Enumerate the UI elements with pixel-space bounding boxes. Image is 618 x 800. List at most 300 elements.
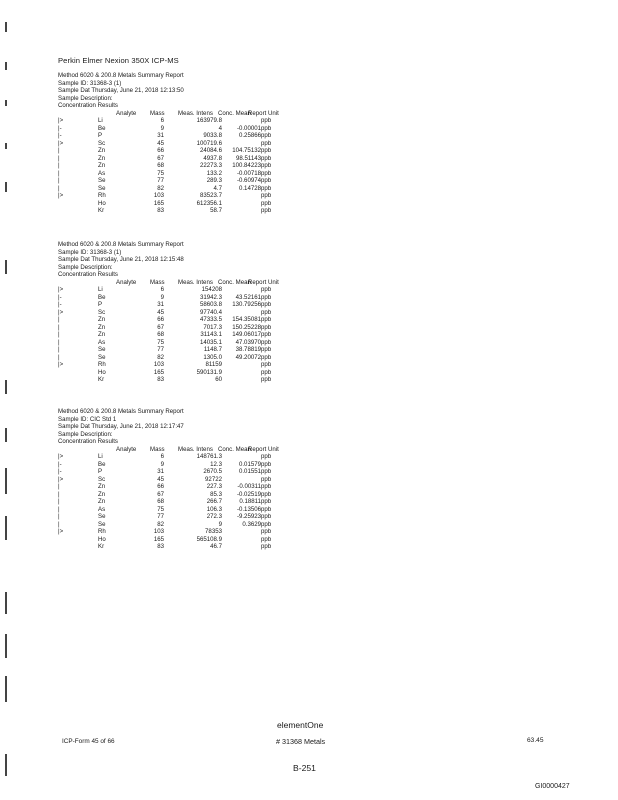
row-conc-mean: -0.60974 (236, 177, 261, 184)
row-conc-mean: 149.06017 (232, 331, 261, 338)
table-row (58, 124, 272, 133)
table-row (58, 505, 272, 514)
row-flag: |- (58, 301, 62, 308)
row-mass: 9 (160, 293, 164, 301)
header-meas-intens: Meas. Intens (178, 445, 213, 453)
row-mass: 103 (153, 528, 164, 535)
row-conc-mean: 0.18811 (239, 498, 261, 505)
row-mass: 103 (153, 192, 164, 199)
row-analyte: Be (98, 293, 106, 301)
row-meas-intens: 272.3 (206, 513, 222, 520)
row-flag: | (58, 513, 60, 520)
header-meas-intens: Meas. Intens (178, 109, 213, 117)
row-flag: |- (58, 132, 62, 139)
row-meas-intens: 612356.1 (196, 199, 222, 207)
sample-description: Sample Description: (58, 263, 113, 271)
table-row (58, 513, 272, 521)
row-meas-intens: 9 (218, 520, 222, 528)
table-row (58, 154, 272, 163)
scan-edge-mark (5, 143, 7, 149)
row-flag: |> (58, 475, 64, 483)
row-meas-intens: 227.3 (206, 483, 222, 490)
row-conc-mean: 154.35081 (232, 316, 261, 323)
row-mass: 165 (153, 199, 164, 207)
table-row (58, 346, 272, 354)
row-flag: |- (58, 460, 62, 468)
footer-brand: elementOne (277, 720, 324, 730)
row-flag: | (58, 483, 60, 490)
scan-edge-mark (5, 754, 7, 776)
table-row (58, 498, 272, 506)
page-number: B-251 (293, 763, 316, 773)
table-row (58, 468, 272, 476)
scan-edge-mark (5, 100, 7, 106)
table-row (58, 460, 272, 469)
column-headers (58, 445, 279, 454)
row-analyte: Se (98, 184, 106, 192)
row-analyte: Be (98, 124, 106, 132)
row-conc-mean: 0.01551 (238, 468, 261, 475)
row-unit: ppb (261, 338, 272, 346)
row-meas-intens: 7017.3 (203, 323, 222, 331)
row-flag: | (58, 505, 60, 513)
row-mass: 165 (153, 535, 164, 543)
row-unit: ppb (261, 483, 272, 490)
row-flag: |- (58, 124, 62, 132)
scan-edge-mark (5, 182, 7, 192)
row-flag: |> (58, 117, 64, 124)
table-row (58, 199, 272, 208)
header-analyte: Analyte (116, 445, 137, 453)
row-mass: 75 (157, 505, 164, 513)
row-meas-intens: 31942.3 (199, 293, 222, 301)
row-meas-intens: 289.3 (206, 177, 222, 184)
row-conc-mean: -0.00311 (237, 483, 261, 490)
summary-report (58, 241, 279, 384)
row-unit: ppb (261, 192, 272, 199)
table-row (58, 368, 272, 377)
row-flag: | (58, 346, 60, 353)
table-row (58, 490, 272, 499)
row-flag: | (58, 353, 60, 361)
sample-date: Sample Dat Thursday, June 21, 2018 12:13:50 (58, 87, 184, 94)
header-analyte: Analyte (116, 278, 137, 286)
row-mass: 66 (157, 483, 164, 490)
table-row (58, 528, 272, 536)
row-mass: 67 (157, 490, 164, 498)
row-meas-intens: 14035.1 (199, 338, 222, 346)
sample-id: Sample ID: CIC Std 1 (58, 415, 117, 423)
row-mass: 67 (157, 323, 164, 331)
row-unit: ppb (261, 323, 272, 331)
row-meas-intens: 31143.1 (200, 331, 222, 338)
row-meas-intens: 565108.9 (196, 535, 222, 543)
table-row (58, 293, 272, 302)
table-row (58, 376, 272, 384)
summary-report (58, 72, 279, 215)
row-meas-intens: 163979.8 (196, 117, 222, 124)
row-analyte: Zn (98, 483, 106, 490)
row-unit: ppb (261, 520, 272, 528)
row-flag: | (58, 169, 60, 177)
row-flag: |> (58, 453, 64, 460)
scan-edge-mark (5, 62, 7, 70)
row-flag: | (58, 520, 60, 528)
row-conc-mean: 43.52161 (235, 293, 261, 301)
row-unit: ppb (261, 301, 272, 308)
row-unit: ppb (261, 177, 272, 184)
scan-edge-mark (5, 380, 7, 394)
row-unit: ppb (261, 199, 272, 207)
table-row (58, 331, 272, 339)
row-mass: 77 (157, 513, 164, 520)
row-analyte: As (98, 169, 106, 177)
row-flag: | (58, 323, 60, 331)
row-unit: ppb (261, 528, 272, 535)
row-flag: |> (58, 139, 64, 147)
row-unit: ppb (261, 286, 272, 293)
table-row (58, 483, 272, 491)
row-unit: ppb (261, 117, 272, 124)
row-mass: 67 (157, 154, 164, 162)
row-analyte: Ho (98, 199, 106, 207)
row-analyte: Zn (98, 316, 106, 323)
table-row (58, 301, 272, 309)
row-meas-intens: 12.3 (210, 460, 222, 468)
row-meas-intens: 100719.6 (196, 139, 222, 147)
row-analyte: As (98, 338, 106, 346)
row-unit: ppb (261, 331, 272, 338)
row-unit: ppb (261, 316, 272, 323)
row-analyte: Rh (98, 528, 106, 535)
header-conc-mean: Conc. Mean (218, 109, 251, 117)
table-row (58, 207, 272, 215)
row-analyte: Zn (98, 498, 106, 505)
method-title: Method 6020 & 200.8 Metals Summary Report (58, 72, 184, 79)
row-mass: 66 (157, 316, 164, 323)
row-unit: ppb (261, 475, 272, 483)
row-meas-intens: 1148.7 (203, 346, 222, 353)
row-unit: ppb (261, 543, 272, 550)
row-analyte: Sc (98, 475, 106, 483)
header-mass: Mass (150, 109, 165, 117)
results-rows (58, 117, 272, 215)
row-unit: ppb (261, 353, 272, 361)
row-analyte: P (98, 132, 103, 139)
table-row (58, 132, 272, 140)
row-flag: |> (58, 308, 64, 316)
row-conc-mean: 0.3629 (242, 520, 261, 528)
header-report-unit: Report Unit (248, 445, 279, 453)
row-mass: 45 (157, 139, 164, 147)
row-unit: ppb (261, 468, 272, 475)
row-analyte: Li (98, 453, 103, 460)
row-conc-mean: -0.00001 (236, 124, 261, 132)
row-mass: 77 (157, 346, 164, 353)
row-conc-mean: -0.00718 (236, 169, 261, 177)
header-meas-intens: Meas. Intens (178, 278, 213, 286)
row-mass: 9 (160, 460, 164, 468)
row-analyte: Zn (98, 147, 106, 154)
row-flag: | (58, 162, 60, 169)
row-flag: |> (58, 528, 64, 535)
row-mass: 68 (157, 498, 164, 505)
document-id: GI0000427 (535, 783, 570, 790)
sample-id: Sample ID: 31368-3 (1) (58, 79, 122, 87)
row-analyte: Se (98, 177, 106, 184)
table-row (58, 520, 272, 529)
row-unit: ppb (261, 460, 272, 468)
row-analyte: Ho (98, 368, 106, 376)
row-conc-mean: -9.25923 (236, 513, 261, 520)
column-headers (58, 278, 279, 287)
row-analyte: Kr (98, 543, 105, 550)
row-unit: ppb (261, 207, 272, 214)
row-analyte: Li (98, 117, 103, 124)
row-analyte: Be (98, 460, 106, 468)
row-conc-mean: 130.79256 (232, 301, 261, 308)
row-analyte: Zn (98, 331, 106, 338)
row-mass: 82 (157, 184, 164, 192)
row-unit: ppb (261, 308, 272, 316)
row-conc-mean: 0.01579 (238, 460, 261, 468)
row-analyte: Sc (98, 139, 106, 147)
row-conc-mean: 38.78819 (235, 346, 261, 353)
row-mass: 31 (157, 301, 164, 308)
row-analyte: Zn (98, 154, 106, 162)
row-analyte: Rh (98, 361, 106, 368)
row-conc-mean: 0.25866 (238, 132, 261, 139)
row-flag: | (58, 154, 60, 162)
row-unit: ppb (261, 293, 272, 301)
table-row (58, 162, 272, 170)
row-meas-intens: 83523.7 (199, 192, 222, 199)
row-conc-mean: 98.51143 (236, 154, 261, 162)
row-meas-intens: 22273.3 (199, 162, 222, 169)
scan-edge-mark (5, 428, 7, 442)
scan-edge-mark (5, 516, 7, 540)
table-row (58, 308, 272, 317)
table-row (58, 323, 272, 332)
row-unit: ppb (261, 147, 272, 154)
row-mass: 6 (160, 117, 164, 124)
row-meas-intens: 133.2 (206, 169, 222, 177)
row-unit: ppb (261, 132, 272, 139)
row-unit: ppb (261, 124, 272, 132)
row-analyte: Se (98, 520, 106, 528)
row-mass: 6 (160, 453, 164, 460)
row-mass: 83 (157, 207, 164, 214)
table-row (58, 184, 272, 193)
row-analyte: Sc (98, 308, 106, 316)
row-unit: ppb (261, 453, 272, 460)
scan-edge-mark (5, 260, 7, 274)
header-mass: Mass (150, 278, 165, 286)
row-conc-mean: -0.02519 (236, 490, 261, 498)
row-mass: 31 (157, 468, 164, 475)
header-conc-mean: Conc. Mean (218, 445, 251, 453)
table-row (58, 117, 272, 125)
row-flag: | (58, 498, 60, 505)
row-meas-intens: 154208 (201, 286, 222, 293)
scan-edge-mark (5, 22, 7, 32)
row-analyte: Li (98, 286, 103, 293)
header-mass: Mass (150, 445, 165, 453)
row-meas-intens: 106.3 (206, 505, 222, 513)
sample-date: Sample Dat Thursday, June 21, 2018 12:17:47 (58, 423, 184, 430)
row-mass: 75 (157, 338, 164, 346)
table-row (58, 286, 272, 294)
row-mass: 165 (153, 368, 164, 376)
row-mass: 66 (157, 147, 164, 154)
row-flag: | (58, 184, 60, 192)
table-row (58, 535, 272, 544)
row-mass: 103 (153, 361, 164, 368)
header-report-unit: Report Unit (248, 278, 279, 286)
row-meas-intens: 81159 (205, 361, 222, 368)
row-analyte: Kr (98, 376, 105, 383)
row-flag: | (58, 177, 60, 184)
column-headers (58, 109, 279, 118)
row-flag: |- (58, 293, 62, 301)
header-conc-mean: Conc. Mean (218, 278, 251, 286)
row-mass: 77 (157, 177, 164, 184)
scan-edge-mark (5, 676, 7, 702)
row-unit: ppb (261, 368, 272, 376)
row-unit: ppb (261, 154, 272, 162)
sample-date: Sample Dat Thursday, June 21, 2018 12:15:48 (58, 256, 184, 263)
row-meas-intens: 1305.0 (203, 353, 222, 361)
row-unit: ppb (261, 361, 272, 368)
table-row (58, 338, 272, 347)
row-conc-mean: 104.75132 (232, 147, 261, 154)
table-row (58, 361, 272, 369)
row-conc-mean: 47.03970 (235, 338, 261, 346)
row-meas-intens: 92722 (205, 475, 222, 483)
row-meas-intens: 78353 (205, 528, 222, 535)
row-flag: |> (58, 286, 64, 293)
row-mass: 75 (157, 169, 164, 177)
table-row (58, 169, 272, 178)
row-analyte: P (98, 301, 103, 308)
row-meas-intens: 60 (215, 376, 222, 383)
row-analyte: Zn (98, 490, 106, 498)
row-flag: | (58, 338, 60, 346)
row-meas-intens: 58.7 (210, 207, 222, 214)
instrument-title: Perkin Elmer Nexion 350X ICP-MS (58, 56, 179, 65)
row-unit: ppb (261, 139, 272, 147)
footer-form-number: ICP-Form 45 of 66 (62, 738, 115, 745)
table-row (58, 353, 272, 362)
results-rows (58, 453, 272, 551)
row-analyte: Se (98, 353, 106, 361)
row-mass: 68 (157, 331, 164, 338)
row-flag: |- (58, 468, 62, 475)
row-meas-intens: 9033.8 (203, 132, 222, 139)
results-heading: Concentration Results (58, 438, 118, 445)
row-unit: ppb (261, 490, 272, 498)
row-analyte: Rh (98, 192, 106, 199)
row-unit: ppb (261, 376, 272, 383)
row-mass: 6 (160, 286, 164, 293)
row-mass: 68 (157, 162, 164, 169)
footer-job-number: # 31368 Metals (276, 737, 326, 746)
row-analyte: Ho (98, 535, 106, 543)
row-unit: ppb (261, 498, 272, 505)
summary-report (58, 408, 279, 551)
method-title: Method 6020 & 200.8 Metals Summary Report (58, 408, 184, 415)
row-analyte: P (98, 468, 103, 475)
row-conc-mean: 49.20072 (235, 353, 261, 361)
row-mass: 82 (157, 520, 164, 528)
table-row (58, 475, 272, 484)
row-mass: 83 (157, 376, 164, 383)
sample-description: Sample Description: (58, 430, 113, 438)
table-row (58, 177, 272, 185)
row-meas-intens: 2670.5 (203, 468, 222, 475)
header-analyte: Analyte (116, 109, 137, 117)
row-flag: |> (58, 361, 64, 368)
row-mass: 31 (157, 132, 164, 139)
method-title: Method 6020 & 200.8 Metals Summary Report (58, 241, 184, 248)
row-flag: |> (58, 192, 64, 199)
row-analyte: Zn (98, 162, 106, 169)
table-row (58, 139, 272, 148)
row-meas-intens: 85.3 (210, 490, 222, 498)
row-meas-intens: 58603.8 (199, 301, 222, 308)
table-row (58, 316, 272, 324)
row-unit: ppb (261, 513, 272, 520)
row-mass: 45 (157, 475, 164, 483)
row-conc-mean: 0.14728 (238, 184, 261, 192)
row-meas-intens: 266.7 (206, 498, 222, 505)
results-rows (58, 286, 272, 384)
results-heading: Concentration Results (58, 271, 118, 278)
results-heading: Concentration Results (58, 102, 118, 109)
row-meas-intens: 24084.6 (199, 147, 222, 154)
row-mass: 9 (160, 124, 164, 132)
row-conc-mean: 100.84223 (232, 162, 261, 169)
scan-edge-mark (5, 592, 7, 614)
row-unit: ppb (261, 346, 272, 353)
row-mass: 82 (157, 353, 164, 361)
table-row (58, 147, 272, 155)
row-meas-intens: 590131.9 (196, 368, 222, 376)
row-analyte: Se (98, 346, 106, 353)
row-conc-mean: 150.25228 (232, 323, 261, 331)
table-row (58, 543, 272, 551)
row-unit: ppb (261, 169, 272, 177)
row-unit: ppb (261, 505, 272, 513)
row-flag: | (58, 316, 60, 323)
scan-edge-mark (5, 634, 7, 658)
row-meas-intens: 4937.8 (203, 154, 222, 162)
row-flag: | (58, 147, 60, 154)
row-meas-intens: 4 (218, 124, 222, 132)
row-mass: 83 (157, 543, 164, 550)
sample-description: Sample Description: (58, 94, 113, 102)
row-meas-intens: 148761.3 (196, 453, 222, 460)
table-row (58, 453, 272, 461)
row-conc-mean: -0.13506 (236, 505, 261, 513)
row-flag: | (58, 490, 60, 498)
row-meas-intens: 46.7 (210, 543, 222, 550)
row-unit: ppb (261, 162, 272, 169)
row-unit: ppb (261, 184, 272, 192)
sample-id: Sample ID: 31368-3 (1) (58, 248, 122, 256)
row-analyte: Zn (98, 323, 106, 331)
header-report-unit: Report Unit (248, 109, 279, 117)
